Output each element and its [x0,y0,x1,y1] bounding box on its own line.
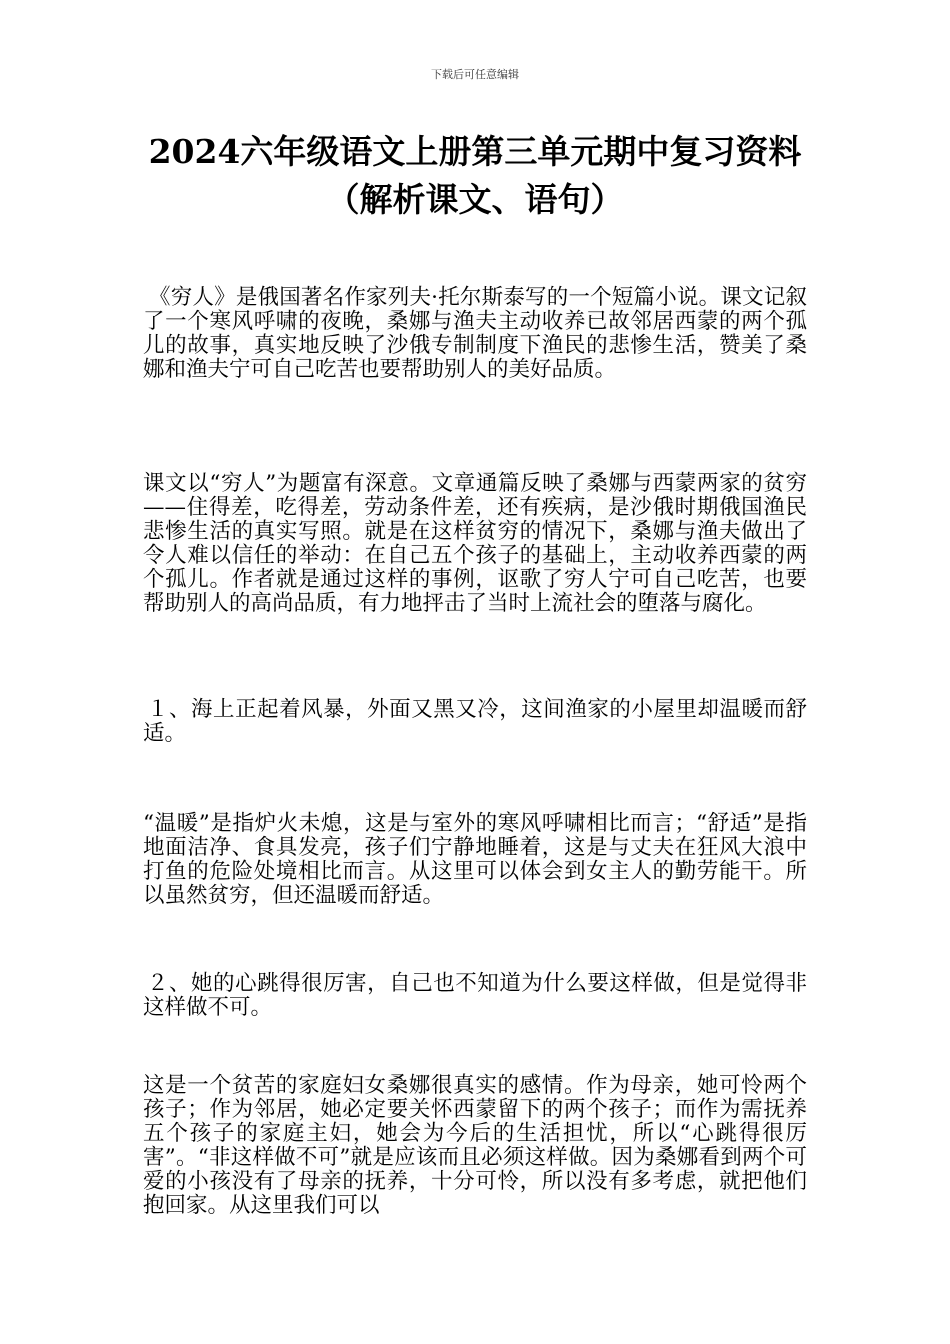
paragraph-analysis-2: 这是一个贫苦的家庭妇女桑娜很真实的感情。作为母亲，她可怜两个孩子；作为邻居，她必定要关怀西蒙留下的两个孩子；而作为需抚养五个孩子的家庭主妇，她会为今后的生活担忧，所以“心跳得很厉害”。“非这样做不可”就是应该而且必须这样做。因为桑娜看到两个可爱的小孩没有了母亲的抚养，十分可怜，所以没有多考虑，就把他们抱回家。从这里我们可以 [143,1073,807,1218]
paragraph-title-meaning: 课文以“穷人”为题富有深意。文章通篇反映了桑娜与西蒙两家的贫穷——住得差，吃得差，劳动条件差，还有疾病，是沙俄时期俄国渔民悲惨生活的真实写照。就是在这样贫穷的情况下，桑娜与渔夫做出了令人难以信任的举动：在自己五个孩子的基础上，主动收养西蒙的两个孤儿。作者就是通过这样的事例，讴歌了穷人宁可自己吃苦，也要帮助别人的高尚品质，有力地抨击了当时上流社会的堕落与腐化。 [143,471,807,616]
document-title: 2024六年级语文上册第三单元期中复习资料（解析课文、语句） [148,132,802,219]
paragraph-sentence-2: ２、她的心跳得很厉害，自己也不知道为什么要这样做，但是觉得非这样做不可。 [143,971,807,1020]
paragraph-sentence-1: １、海上正起着风暴，外面又黑又冷，这间渔家的小屋里却温暖而舒适。 [143,697,807,746]
paragraph-intro: 《穷人》是俄国著名作家列夫·托尔斯泰写的一个短篇小说。课文记叙了一个寒风呼啸的夜晚，桑娜与渔夫主动收养已故邻居西蒙的两个孤儿的故事，真实地反映了沙俄专制制度下渔民的悲惨生活，赞美了桑娜和渔夫宁可自己吃苦也要帮助别人的美好品质。 [143,285,807,382]
paragraph-analysis-1: “温暖”是指炉火未熄，这是与室外的寒风呼啸相比而言；“舒适”是指地面洁净、食具发亮，孩子们宁静地睡着，这是与丈夫在狂风大浪中打鱼的危险处境相比而言。从这里可以体会到女主人的勤劳能干。所以虽然贫穷，但还温暖而舒适。 [143,811,807,908]
page-header-note: 下载后可任意编辑 [431,68,519,81]
